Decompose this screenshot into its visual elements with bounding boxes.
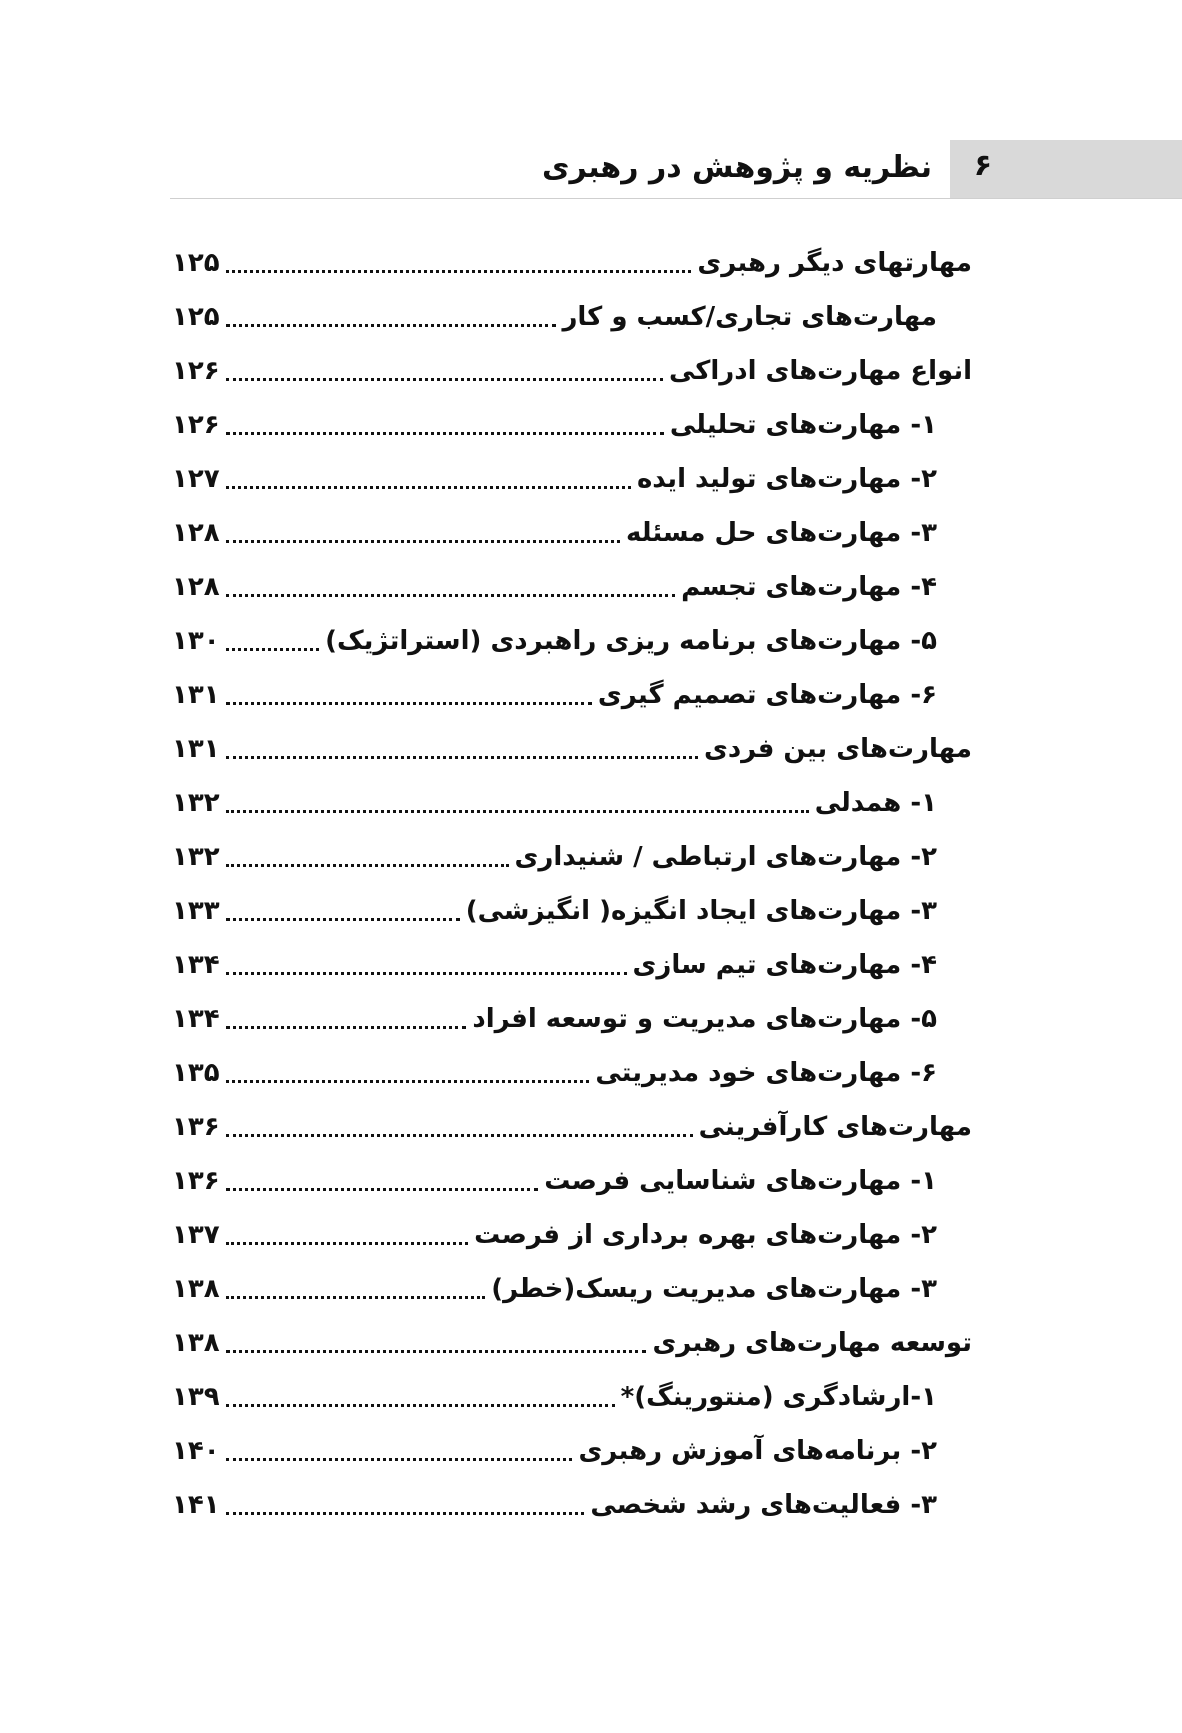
toc-entry-title: ۲- برنامه‌های آموزش رهبری [578, 1436, 937, 1466]
toc-entry [172, 1469, 972, 1523]
toc-entry [172, 281, 972, 335]
toc-entry-title: ۴- مهارت‌های تجسم [681, 572, 937, 602]
toc-entry-page: ۱۲۶ [172, 356, 220, 386]
toc-entry-title: مهارت‌های بین فردی [704, 734, 972, 764]
toc-entry [172, 983, 972, 1037]
toc-entry [172, 1037, 972, 1091]
toc-dot-leader [226, 810, 809, 813]
toc-entry-page: ۱۳۰ [172, 626, 220, 656]
page-number-box [950, 140, 1182, 198]
toc-entry-title: ۱- مهارت‌های شناسایی فرصت [544, 1166, 937, 1196]
page-number: ۶ [973, 148, 992, 183]
toc-entry [172, 713, 972, 767]
toc-entry [172, 659, 972, 713]
toc-entry-title: ۴- مهارت‌های تیم سازی [632, 950, 937, 980]
toc-entry [172, 767, 972, 821]
toc-entry-title: ۵- مهارت‌های مدیریت و توسعه افراد [472, 1004, 937, 1034]
toc-dot-leader [226, 486, 631, 489]
toc-entry-title: ۱-ارشادگری (منتورینگ)* [620, 1382, 937, 1412]
toc-entry-title: ۳- مهارت‌های ایجاد انگیزه( انگیزشی) [465, 896, 937, 926]
toc-entry [172, 605, 972, 659]
toc-entry [172, 1145, 972, 1199]
toc-dot-leader [226, 648, 319, 651]
toc-dot-leader [226, 270, 691, 273]
toc-entry-title: ۲- مهارت‌های تولید ایده [636, 464, 937, 494]
toc-entry [172, 1361, 972, 1415]
toc-entry-title: ۶- مهارت‌های خود مدیریتی [595, 1058, 937, 1088]
toc-dot-leader [226, 756, 698, 759]
toc-entry-page: ۱۲۵ [172, 302, 220, 332]
toc-entry [172, 821, 972, 875]
toc-entry-page: ۱۳۱ [172, 680, 220, 710]
toc-entry [172, 443, 972, 497]
toc-dot-leader [226, 1512, 584, 1515]
toc-entry-title: مهارت‌های کارآفرینی [698, 1112, 972, 1142]
toc-entry-page: ۱۳۴ [172, 1004, 220, 1034]
running-header [170, 140, 1182, 199]
toc-entry-page: ۱۳۹ [172, 1382, 220, 1412]
toc-entry [172, 1091, 972, 1145]
toc-entry-page: ۱۲۸ [172, 518, 220, 548]
toc-dot-leader [226, 540, 620, 543]
toc-entry-title: توسعه مهارت‌های رهبری [652, 1328, 972, 1358]
toc-entry-title: ۲- مهارت‌های بهره برداری از فرصت [474, 1220, 937, 1250]
toc-entry-title: ۳- مهارت‌های حل مسئله [625, 518, 937, 548]
toc-entry-title: ۳- مهارت‌های مدیریت ریسک(خطر) [491, 1274, 937, 1304]
toc-entry-title: ۲- مهارت‌های ارتباطی / شنیداری [514, 842, 937, 872]
toc-entry-page: ۱۳۷ [172, 1220, 220, 1250]
toc-dot-leader [226, 1188, 538, 1191]
toc-dot-leader [226, 1404, 615, 1407]
toc-entry [172, 497, 972, 551]
toc-dot-leader [226, 972, 627, 975]
toc-dot-leader [226, 864, 509, 867]
toc-entry-page: ۱۲۶ [172, 410, 220, 440]
toc-entry-page: ۱۳۴ [172, 950, 220, 980]
toc-entry-page: ۱۴۱ [172, 1490, 220, 1520]
toc-dot-leader [226, 432, 664, 435]
toc-entry-page: ۱۳۸ [172, 1328, 220, 1358]
toc-entry-title: انواع مهارت‌های ادراکی [668, 356, 972, 386]
toc-entry-page: ۱۳۵ [172, 1058, 220, 1088]
toc-dot-leader [226, 594, 675, 597]
toc-entry [172, 875, 972, 929]
toc-entry [172, 551, 972, 605]
toc-dot-leader [226, 378, 663, 381]
toc-dot-leader [226, 324, 556, 327]
toc-entry [172, 1307, 972, 1361]
toc-entry-page: ۱۳۲ [172, 788, 220, 818]
toc-entry-title: ۵- مهارت‌های برنامه ریزی راهبردی (استراتژیک) [325, 626, 937, 656]
toc-entry-page: ۱۲۸ [172, 572, 220, 602]
toc-entry [172, 1415, 972, 1469]
toc-dot-leader [226, 1026, 466, 1029]
toc-entry [172, 335, 972, 389]
toc-dot-leader [226, 1296, 485, 1299]
toc-entry-page: ۱۳۳ [172, 896, 220, 926]
toc-entry [172, 227, 972, 281]
toc-entry-title: ۶- مهارت‌های تصمیم گیری [597, 680, 937, 710]
toc-dot-leader [226, 702, 592, 705]
table-of-contents [172, 227, 972, 1523]
toc-entry [172, 389, 972, 443]
toc-entry-page: ۱۲۷ [172, 464, 220, 494]
toc-entry-title: مهارت‌های تجاری/کسب و کار [562, 302, 937, 332]
toc-dot-leader [226, 1458, 572, 1461]
toc-entry-page: ۱۳۲ [172, 842, 220, 872]
toc-dot-leader [226, 1134, 693, 1137]
toc-dot-leader [226, 1242, 468, 1245]
toc-entry-title: ۱- همدلی [814, 788, 937, 818]
toc-entry-page: ۱۳۱ [172, 734, 220, 764]
toc-entry-page: ۱۴۰ [172, 1436, 220, 1466]
toc-entry [172, 1253, 972, 1307]
toc-entry [172, 929, 972, 983]
toc-entry-page: ۱۳۸ [172, 1274, 220, 1304]
toc-entry-page: ۱۲۵ [172, 248, 220, 278]
toc-entry-title: ۳- فعالیت‌های رشد شخصی [590, 1490, 937, 1520]
book-title: نظریه و پژوهش در رهبری [542, 150, 932, 185]
toc-dot-leader [226, 1080, 589, 1083]
toc-entry-page: ۱۳۶ [172, 1166, 220, 1196]
toc-entry-title: مهارتهای دیگر رهبری [697, 248, 972, 278]
toc-dot-leader [226, 918, 460, 921]
toc-entry-title: ۱- مهارت‌های تحلیلی [669, 410, 937, 440]
toc-dot-leader [226, 1350, 646, 1353]
toc-entry [172, 1199, 972, 1253]
toc-entry-page: ۱۳۶ [172, 1112, 220, 1142]
